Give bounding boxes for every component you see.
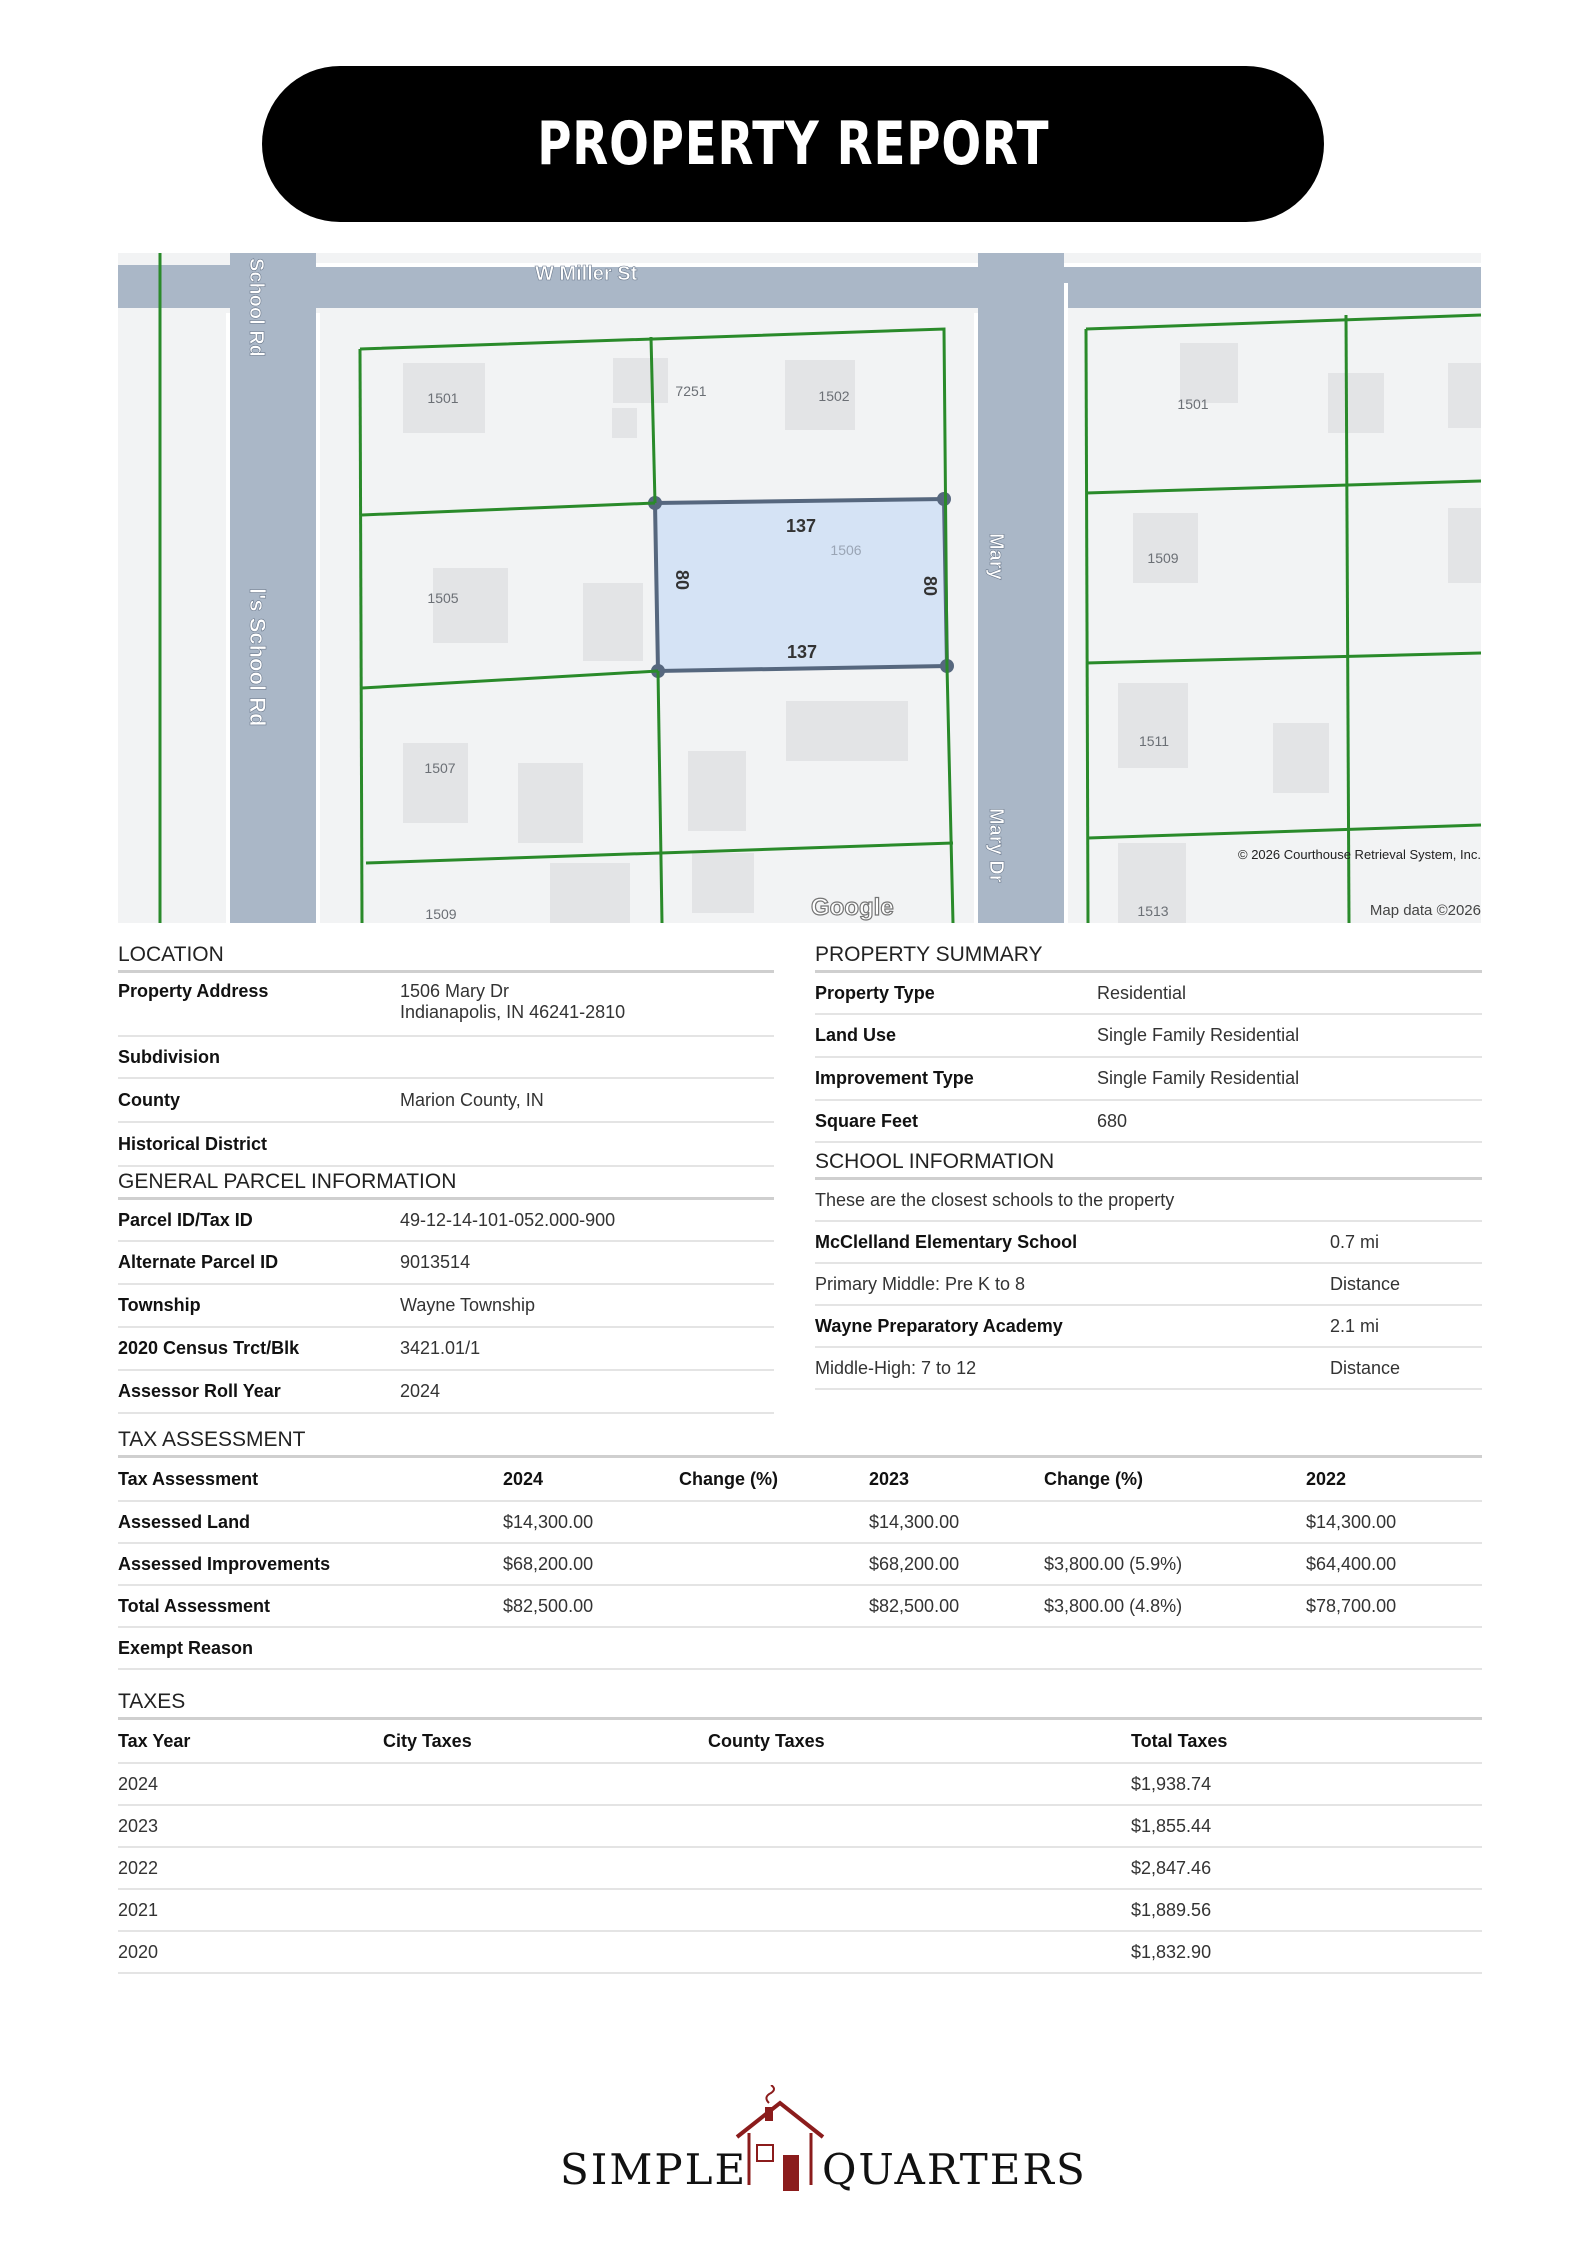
- school-grades: Middle-High: 7 to 12: [815, 1357, 977, 1378]
- summary-label: Improvement Type: [815, 1068, 974, 1088]
- table-cell: [383, 1889, 708, 1931]
- lot-number: 1509: [425, 906, 457, 922]
- lot-number: 1509: [1147, 550, 1179, 566]
- lot-number: 1513: [1137, 903, 1169, 919]
- table-row: [118, 1847, 1482, 1889]
- parcel-label: Township: [118, 1295, 201, 1315]
- brand-right: QUARTERS: [822, 2145, 1087, 2194]
- parcel-row: [118, 1285, 774, 1328]
- report-title-banner: [262, 66, 1324, 222]
- table-cell: $1,832.90: [1131, 1931, 1482, 1973]
- table-cell: $2,847.46: [1131, 1847, 1482, 1889]
- parcel-label: Alternate Parcel ID: [118, 1252, 279, 1272]
- school-distance: 0.7 mi: [1330, 1231, 1380, 1252]
- table-cell: [383, 1763, 708, 1805]
- table-cell: $68,200.00: [869, 1543, 1044, 1585]
- school-section: [815, 1150, 1482, 1390]
- column-header: County Taxes: [708, 1720, 1131, 1763]
- google-logo: Google: [811, 894, 894, 921]
- school-row: [815, 1222, 1482, 1264]
- table-cell: [1044, 1627, 1306, 1669]
- table-row: [118, 1585, 1482, 1627]
- table-cell: $1,855.44: [1131, 1805, 1482, 1847]
- table-row: [118, 1627, 1482, 1669]
- school-note-row: [815, 1180, 1482, 1222]
- address-line-2: Indianapolis, IN 46241-2810: [400, 1002, 626, 1022]
- table-cell: 2024: [118, 1763, 383, 1805]
- taxes-table: [118, 1720, 1482, 1974]
- location-title: LOCATION: [118, 943, 774, 973]
- table-cell: $3,800.00 (5.9%): [1044, 1543, 1306, 1585]
- table-cell: $14,300.00: [869, 1501, 1044, 1543]
- table-cell: [708, 1889, 1131, 1931]
- table-row: [118, 1763, 1482, 1805]
- parcel-label: 2020 Census Trct/Blk: [118, 1338, 300, 1358]
- table-row: [118, 1931, 1482, 1973]
- parcel-row: [118, 1242, 774, 1285]
- column-header: Tax Year: [118, 1720, 383, 1763]
- table-cell: Total Assessment: [118, 1585, 503, 1627]
- parcel-value: 9013514: [400, 1252, 471, 1272]
- column-header: Change (%): [679, 1458, 869, 1501]
- table-row: [118, 1805, 1482, 1847]
- table-cell: $78,700.00: [1306, 1585, 1482, 1627]
- parcel-map[interactable]: [118, 253, 1481, 923]
- table-cell: 2021: [118, 1889, 383, 1931]
- lot-number: 1501: [427, 390, 459, 406]
- table-cell: $14,300.00: [1306, 1501, 1482, 1543]
- table-cell: [708, 1847, 1131, 1889]
- summary-value: Residential: [1097, 982, 1187, 1003]
- table-cell: [679, 1543, 869, 1585]
- table-cell: [708, 1931, 1131, 1973]
- school-distance-label: Distance: [1330, 1357, 1401, 1378]
- table-cell: $82,500.00: [869, 1585, 1044, 1627]
- table-cell: [869, 1627, 1044, 1669]
- summary-row: [815, 1058, 1482, 1101]
- lot-number: 1505: [427, 590, 459, 606]
- parcel-value: 2024: [400, 1381, 441, 1401]
- location-label: Historical District: [118, 1133, 268, 1154]
- summary-row: [815, 1015, 1482, 1058]
- column-header: Total Taxes: [1131, 1720, 1482, 1763]
- school-distance-label: Distance: [1330, 1273, 1401, 1294]
- lot-number: 1507: [424, 760, 456, 776]
- table-cell: [708, 1805, 1131, 1847]
- table-row: [118, 1501, 1482, 1543]
- school-row: [815, 1264, 1482, 1306]
- map-data-credit: Map data ©2026: [1369, 902, 1481, 919]
- summary-label: Property Type: [815, 982, 935, 1003]
- school-grades: Primary Middle: Pre K to 8: [815, 1273, 1026, 1294]
- table-cell: $1,889.56: [1131, 1889, 1482, 1931]
- column-header: Change (%): [1044, 1458, 1306, 1501]
- road-school: [230, 253, 316, 923]
- school-distance: 2.1 mi: [1330, 1315, 1380, 1336]
- street-label-mary-bottom: Mary Dr: [985, 808, 1007, 883]
- parcel-row: [118, 1200, 774, 1242]
- table-cell: 2020: [118, 1931, 383, 1973]
- summary-row: [815, 973, 1482, 1015]
- table-row: [118, 1889, 1482, 1931]
- location-row: [118, 1123, 774, 1167]
- parcel-value: 49-12-14-101-052.000-900: [400, 1209, 616, 1230]
- table-cell: [383, 1805, 708, 1847]
- summary-label: Land Use: [815, 1025, 897, 1045]
- brand-left: SIMPLE: [560, 2145, 748, 2194]
- dimension-top: 137: [785, 516, 817, 536]
- street-label-school-mid: l's School Rd: [245, 588, 270, 727]
- location-row: [118, 1037, 774, 1079]
- parcel-title: GENERAL PARCEL INFORMATION: [118, 1170, 774, 1200]
- parcel-section: [118, 1170, 774, 1414]
- table-cell: $82,500.00: [503, 1585, 679, 1627]
- table-cell: $3,800.00 (4.8%): [1044, 1585, 1306, 1627]
- column-header: City Taxes: [383, 1720, 708, 1763]
- table-cell: $1,938.74: [1131, 1763, 1482, 1805]
- lot-number: 7251: [675, 383, 707, 399]
- summary-value: Single Family Residential: [1097, 1025, 1300, 1045]
- summary-label: Square Feet: [815, 1110, 919, 1131]
- table-row: [118, 1543, 1482, 1585]
- summary-section: [815, 943, 1482, 1143]
- street-label-school-top: School Rd: [245, 258, 267, 357]
- taxes-section: [118, 1690, 1482, 1974]
- table-cell: Assessed Improvements: [118, 1543, 503, 1585]
- table-cell: [708, 1763, 1131, 1805]
- location-value: Marion County, IN: [400, 1089, 544, 1110]
- table-cell: [679, 1627, 869, 1669]
- address-line-1: 1506 Mary Dr: [400, 981, 510, 1001]
- dimension-bottom: 137: [786, 642, 818, 662]
- table-cell: 2023: [118, 1805, 383, 1847]
- column-header: 2024: [503, 1458, 679, 1501]
- lot-number: 1502: [818, 388, 850, 404]
- tax-assessment-section: [118, 1428, 1482, 1670]
- dimension-left: 80: [672, 569, 692, 591]
- table-cell: 2022: [118, 1847, 383, 1889]
- table-cell: [383, 1931, 708, 1973]
- table-cell: Assessed Land: [118, 1501, 503, 1543]
- summary-row: [815, 1101, 1482, 1143]
- table-cell: [1306, 1627, 1482, 1669]
- table-header-row: [118, 1720, 1482, 1763]
- simple-quarters-logo: [560, 2085, 1087, 2205]
- location-label: Subdivision: [118, 1046, 221, 1067]
- location-row: [118, 1079, 774, 1123]
- dimension-right: 80: [920, 575, 940, 597]
- lot-number: 1506: [830, 542, 862, 558]
- location-section: [118, 943, 774, 1167]
- report-title: PROPERTY REPORT: [536, 109, 1050, 179]
- table-cell: $68,200.00: [503, 1543, 679, 1585]
- school-row: [815, 1348, 1482, 1390]
- parcel-value: Wayne Township: [400, 1295, 536, 1315]
- parcel-label: Assessor Roll Year: [118, 1381, 281, 1401]
- table-cell: $64,400.00: [1306, 1543, 1482, 1585]
- street-label-miller: W Miller St: [535, 263, 638, 285]
- lot-number: 1501: [1177, 396, 1209, 412]
- map-attribution: © 2026 Courthouse Retrieval System, Inc.: [1238, 847, 1481, 862]
- parcel-value: 3421.01/1: [400, 1338, 481, 1358]
- lot-number: 1511: [1138, 733, 1170, 749]
- school-name: Wayne Preparatory Academy: [815, 1315, 1063, 1336]
- taxes-title: TAXES: [118, 1690, 1482, 1720]
- table-cell: [1044, 1501, 1306, 1543]
- parcel-label: Parcel ID/Tax ID: [118, 1209, 253, 1230]
- summary-value: 680: [1097, 1110, 1128, 1131]
- location-label: County: [118, 1089, 180, 1110]
- parcel-row: [118, 1328, 774, 1371]
- school-name: McClelland Elementary School: [815, 1231, 1078, 1252]
- tax-assessment-table: [118, 1458, 1482, 1670]
- table-cell: [383, 1847, 708, 1889]
- location-row: [118, 973, 774, 1037]
- location-label: Property Address: [118, 981, 269, 1001]
- table-cell: Exempt Reason: [118, 1627, 503, 1669]
- street-label-mary-top: Mary: [985, 533, 1007, 580]
- table-cell: $14,300.00: [503, 1501, 679, 1543]
- table-header-row: [118, 1458, 1482, 1501]
- summary-title: PROPERTY SUMMARY: [815, 943, 1482, 973]
- column-header: 2022: [1306, 1458, 1482, 1501]
- school-title: SCHOOL INFORMATION: [815, 1150, 1482, 1180]
- parcel-row: [118, 1371, 774, 1414]
- tax-assessment-title: TAX ASSESSMENT: [118, 1428, 1482, 1458]
- school-row: [815, 1306, 1482, 1348]
- column-header: 2023: [869, 1458, 1044, 1501]
- column-header: Tax Assessment: [118, 1458, 503, 1501]
- table-cell: [679, 1585, 869, 1627]
- table-cell: [503, 1627, 679, 1669]
- table-cell: [679, 1501, 869, 1543]
- school-note: These are the closest schools to the property: [815, 1189, 1175, 1210]
- summary-value: Single Family Residential: [1097, 1068, 1300, 1088]
